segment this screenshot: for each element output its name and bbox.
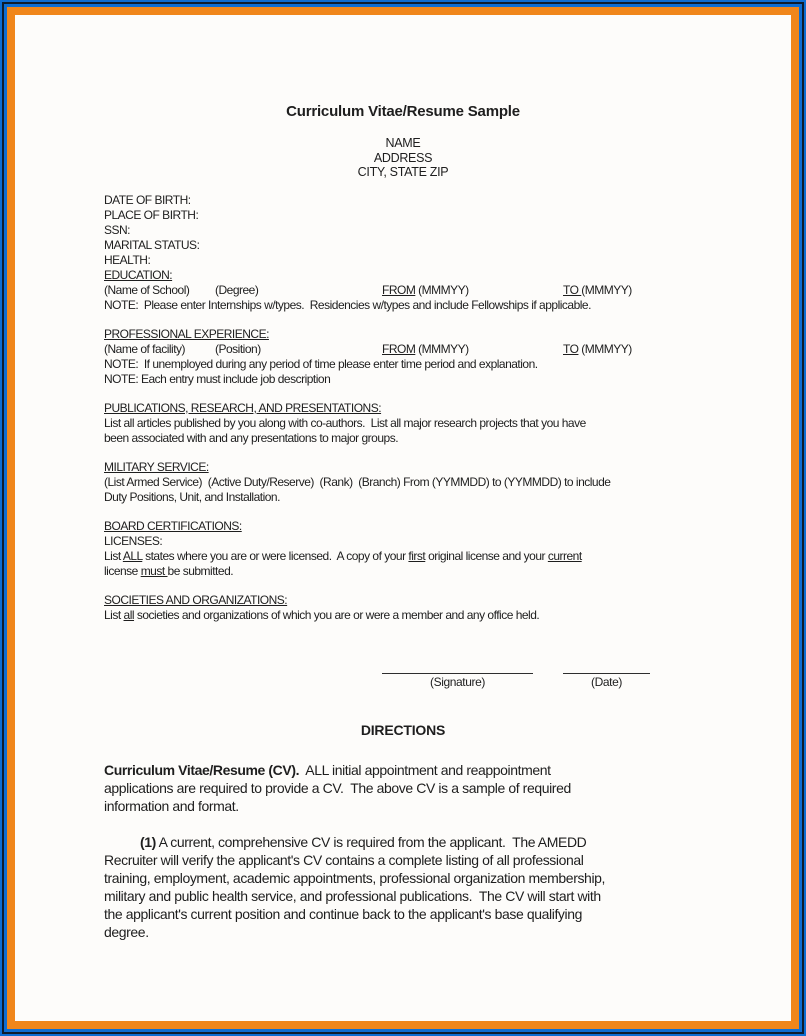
document-page: [15, 15, 791, 1021]
text-segment: NOTE: Please enter Internships w/types. Residencies w/types and include Fellowships if applicable.: [104, 297, 591, 312]
directions-body: [104, 761, 744, 941]
text-segment: license: [104, 563, 141, 578]
text-segment: the applicant's current position and continue back to the applicant's base qualifying: [104, 905, 583, 922]
text-segment: applications are required to provide a CV. The above CV is a sample of required: [104, 779, 571, 796]
text-segment: Curriculum Vitae/Resume (CV).: [104, 761, 300, 778]
tab-cell: [563, 283, 632, 298]
text-segment: states where you are or were licensed. A copy of your: [142, 548, 409, 563]
licenses-text-2: [104, 564, 764, 579]
tab-cell: [215, 342, 261, 357]
spacer: [104, 579, 764, 593]
text-segment: societies and organizations of which you are or were a member and any office held.: [134, 607, 540, 622]
text-segment: degree.: [104, 923, 149, 940]
publications-text-2: [104, 431, 764, 446]
text-segment: must: [140, 563, 168, 578]
field-date-of-birth: [104, 193, 764, 208]
text-segment: TO: [563, 282, 582, 297]
text-segment: List: [104, 548, 123, 563]
text-segment: (Degree): [215, 282, 259, 297]
text-segment: be submitted.: [167, 563, 234, 578]
directions-p2-line1: [104, 833, 744, 851]
directions-p2-line5: [104, 905, 744, 923]
text-segment: FROM: [382, 282, 416, 297]
text-segment: EDUCATION:: [104, 267, 173, 282]
directions-p1-line1: [104, 761, 744, 779]
text-segment: first: [408, 548, 426, 563]
experience-columns-row: [104, 342, 764, 357]
signature-row: [104, 673, 764, 705]
field-ssn: [104, 223, 764, 238]
text-segment: all: [123, 607, 135, 622]
text-segment: training, employment, academic appointments, professional organization membership,: [104, 869, 606, 886]
signature-line-label: (Signature): [430, 674, 485, 689]
publications-text-1: [104, 416, 764, 431]
tab-cell: [382, 342, 469, 357]
text-segment: List: [104, 607, 124, 622]
heading-publications: [104, 401, 764, 416]
directions-p2-line2: [104, 851, 744, 869]
text-segment: original license and your: [425, 548, 548, 563]
directions-heading: DIRECTIONS: [360, 721, 446, 738]
text-segment: ALL initial appointment and reappointment: [299, 761, 551, 778]
directions-p2-line6: [104, 923, 744, 941]
text-segment: Recruiter will verify the applicant's CV contains a complete listing of all professional: [104, 851, 584, 868]
text-segment: TO: [563, 341, 579, 356]
text-segment: SOCIETIES AND ORGANIZATIONS:: [104, 592, 288, 607]
text-segment: HEALTH:: [104, 252, 151, 267]
text-segment: DATE OF BIRTH:: [104, 192, 191, 207]
text-segment: (MMMYY): [415, 282, 469, 297]
signature-line: [563, 673, 650, 690]
tab-cell: [215, 283, 258, 298]
directions-p2-line4: [104, 887, 744, 905]
text-segment: NOTE: If unemployed during any period of time please enter time period and explanation.: [104, 356, 538, 371]
text-segment: ALL: [122, 548, 143, 563]
text-segment: SSN:: [104, 222, 131, 237]
licenses-text-1: [104, 549, 764, 564]
text-segment: (Name of School): [104, 282, 190, 297]
tab-cell: [563, 342, 632, 357]
field-place-of-birth: [104, 208, 764, 223]
education-columns-row: [104, 283, 764, 298]
spacer: [104, 387, 764, 401]
text-segment: been associated with and any presentations to major groups.: [104, 430, 399, 445]
text-segment: MARITAL STATUS:: [104, 237, 200, 252]
address-placeholder: ADDRESS: [373, 150, 433, 165]
heading-professional-experience: [104, 327, 764, 342]
text-segment: (MMMYY): [578, 341, 632, 356]
text-segment: (MMMYY): [581, 282, 632, 297]
text-segment: MILITARY SERVICE:: [104, 459, 209, 474]
name-placeholder: NAME: [385, 136, 421, 150]
text-segment: LICENSES:: [104, 533, 163, 548]
text-segment: A current, comprehensive CV is required from the applicant. The AMEDD: [155, 833, 587, 850]
text-segment: (MMMYY): [415, 341, 469, 356]
text-segment: FROM: [382, 341, 416, 356]
text-segment: List all articles published by you along with co-authors. List all major research projects that you have: [104, 415, 586, 430]
experience-note-2: [104, 372, 764, 387]
tab-cell: [104, 342, 185, 357]
directions-p1-line2: [104, 779, 744, 797]
text-segment: information and format.: [104, 797, 239, 814]
spacer: [104, 623, 764, 673]
spacer: [104, 313, 764, 327]
text-segment: Duty Positions, Unit, and Installation.: [104, 489, 280, 504]
text-segment: (Position): [215, 341, 261, 356]
heading-societies: [104, 593, 764, 608]
spacer: [104, 815, 744, 833]
directions-p1-line3: [104, 797, 744, 815]
contact-placeholder-block: [15, 136, 791, 180]
text-segment: military and public health service, and professional publications. The CV will start with: [104, 887, 601, 904]
text-segment: (Name of facility): [104, 341, 186, 356]
text-segment: NOTE: Each entry must include job description: [104, 371, 331, 386]
education-note: [104, 298, 764, 313]
field-health: [104, 253, 764, 268]
text-segment: PUBLICATIONS, RESEARCH, AND PRESENTATIONS:: [104, 400, 382, 415]
directions-p2-line3: [104, 869, 744, 887]
text-segment: PLACE OF BIRTH:: [104, 207, 199, 222]
field-licenses: [104, 534, 764, 549]
cv-sample-body: [104, 193, 764, 705]
city-state-zip-placeholder: CITY, STATE ZIP: [357, 165, 449, 179]
military-text-1: [104, 475, 764, 490]
field-marital-status: [104, 238, 764, 253]
text-segment: current: [547, 548, 582, 563]
spacer: [104, 505, 764, 519]
text-segment: (1): [140, 833, 156, 850]
spacer: [104, 446, 764, 460]
document-title: Curriculum Vitae/Resume Sample: [286, 103, 520, 120]
signature-line: [382, 673, 533, 690]
tab-cell: [382, 283, 469, 298]
signature-line-label: (Date): [591, 674, 622, 689]
heading-board-certifications: [104, 519, 764, 534]
societies-text: [104, 608, 764, 623]
text-segment: PROFESSIONAL EXPERIENCE:: [104, 326, 269, 341]
heading-military-service: [104, 460, 764, 475]
military-text-2: [104, 490, 764, 505]
tab-cell: [104, 283, 189, 298]
experience-note-1: [104, 357, 764, 372]
frame-orange-border: [7, 7, 799, 1029]
heading-education: [104, 268, 764, 283]
text-segment: (List Armed Service) (Active Duty/Reserve) (Rank) (Branch) From (YYMMDD) to (YYMMDD) to include: [104, 474, 611, 489]
text-segment: BOARD CERTIFICATIONS:: [104, 518, 242, 533]
